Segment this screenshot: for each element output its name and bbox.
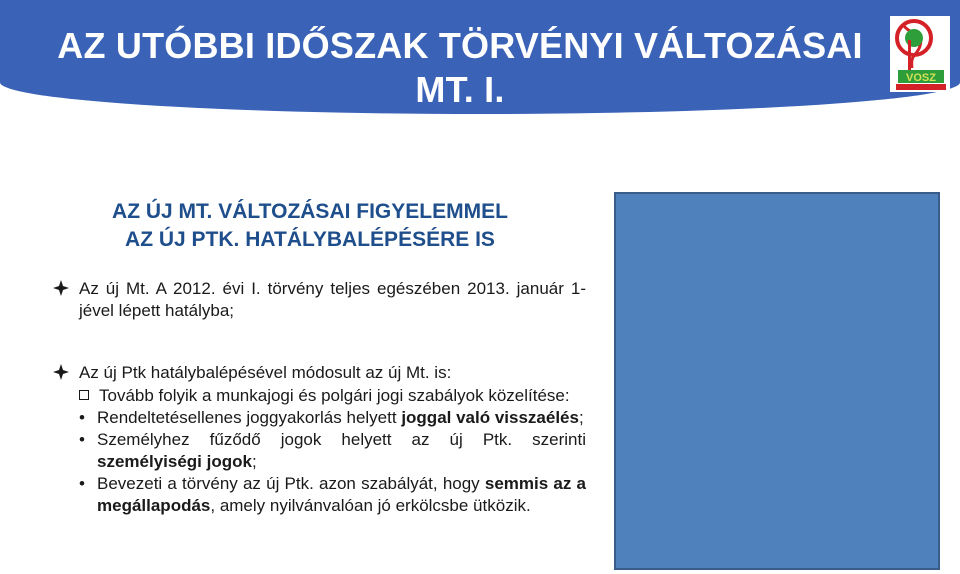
bullet-text: Az új Mt. A 2012. évi I. törvény teljes egészében 2013. január 1-jével lépett hatályba; (79, 279, 586, 320)
bold-term: személyiségi jogok (97, 452, 252, 471)
diamond-bullet-icon (52, 279, 70, 297)
dot-bullet-icon: • (79, 474, 85, 493)
list-item: • Személyhez fűződő jogok helyett az új Ptk. szerinti személyiségi jogok; (79, 430, 586, 471)
bold-term: semmis az a megállapodás (97, 474, 586, 515)
dot-bullet-icon: • (79, 430, 85, 449)
list-item: • Rendeltetésellenes joggyakorlás helyett joggal való visszaélés; (79, 408, 584, 427)
sub-point-text: Tovább folyik a munkajogi és polgári jogi szabályok közelítése: (99, 386, 570, 405)
subtitle-line-2: AZ ÚJ PTK. HATÁLYBALÉPÉSÉRE IS (125, 228, 495, 251)
title-line-1: AZ UTÓBBI IDŐSZAK TÖRVÉNYI VÁLTOZÁSAI (57, 25, 863, 66)
body-content (52, 278, 586, 517)
vosz-logo (890, 16, 950, 92)
page-title (30, 24, 890, 112)
bullet-text: Az új Ptk hatálybalépésével módosult az új Mt. is: (79, 363, 452, 382)
logo-text: VOSZ (906, 72, 936, 84)
logo-key-icon (890, 16, 950, 92)
list-item: • Bevezeti a törvény az új Ptk. azon szabályát, hogy semmis az a megállapodás, amely nyilvánvalóan jó erkölcsbe ütközik. (79, 474, 586, 515)
bold-term: joggal való visszaélés (401, 408, 579, 427)
section-subtitle (30, 198, 590, 254)
title-line-2: MT. I. (415, 69, 505, 110)
subtitle-line-1: AZ ÚJ MT. VÁLTOZÁSAI FIGYELEMMEL (112, 200, 508, 223)
diamond-bullet-icon (52, 363, 70, 381)
image-placeholder-panel (614, 192, 940, 570)
dot-bullet-icon: • (79, 408, 85, 427)
bullet-item (52, 278, 586, 322)
bullet-item (52, 362, 586, 384)
sub-point (79, 385, 586, 407)
checkbox-bullet-icon (79, 390, 89, 400)
